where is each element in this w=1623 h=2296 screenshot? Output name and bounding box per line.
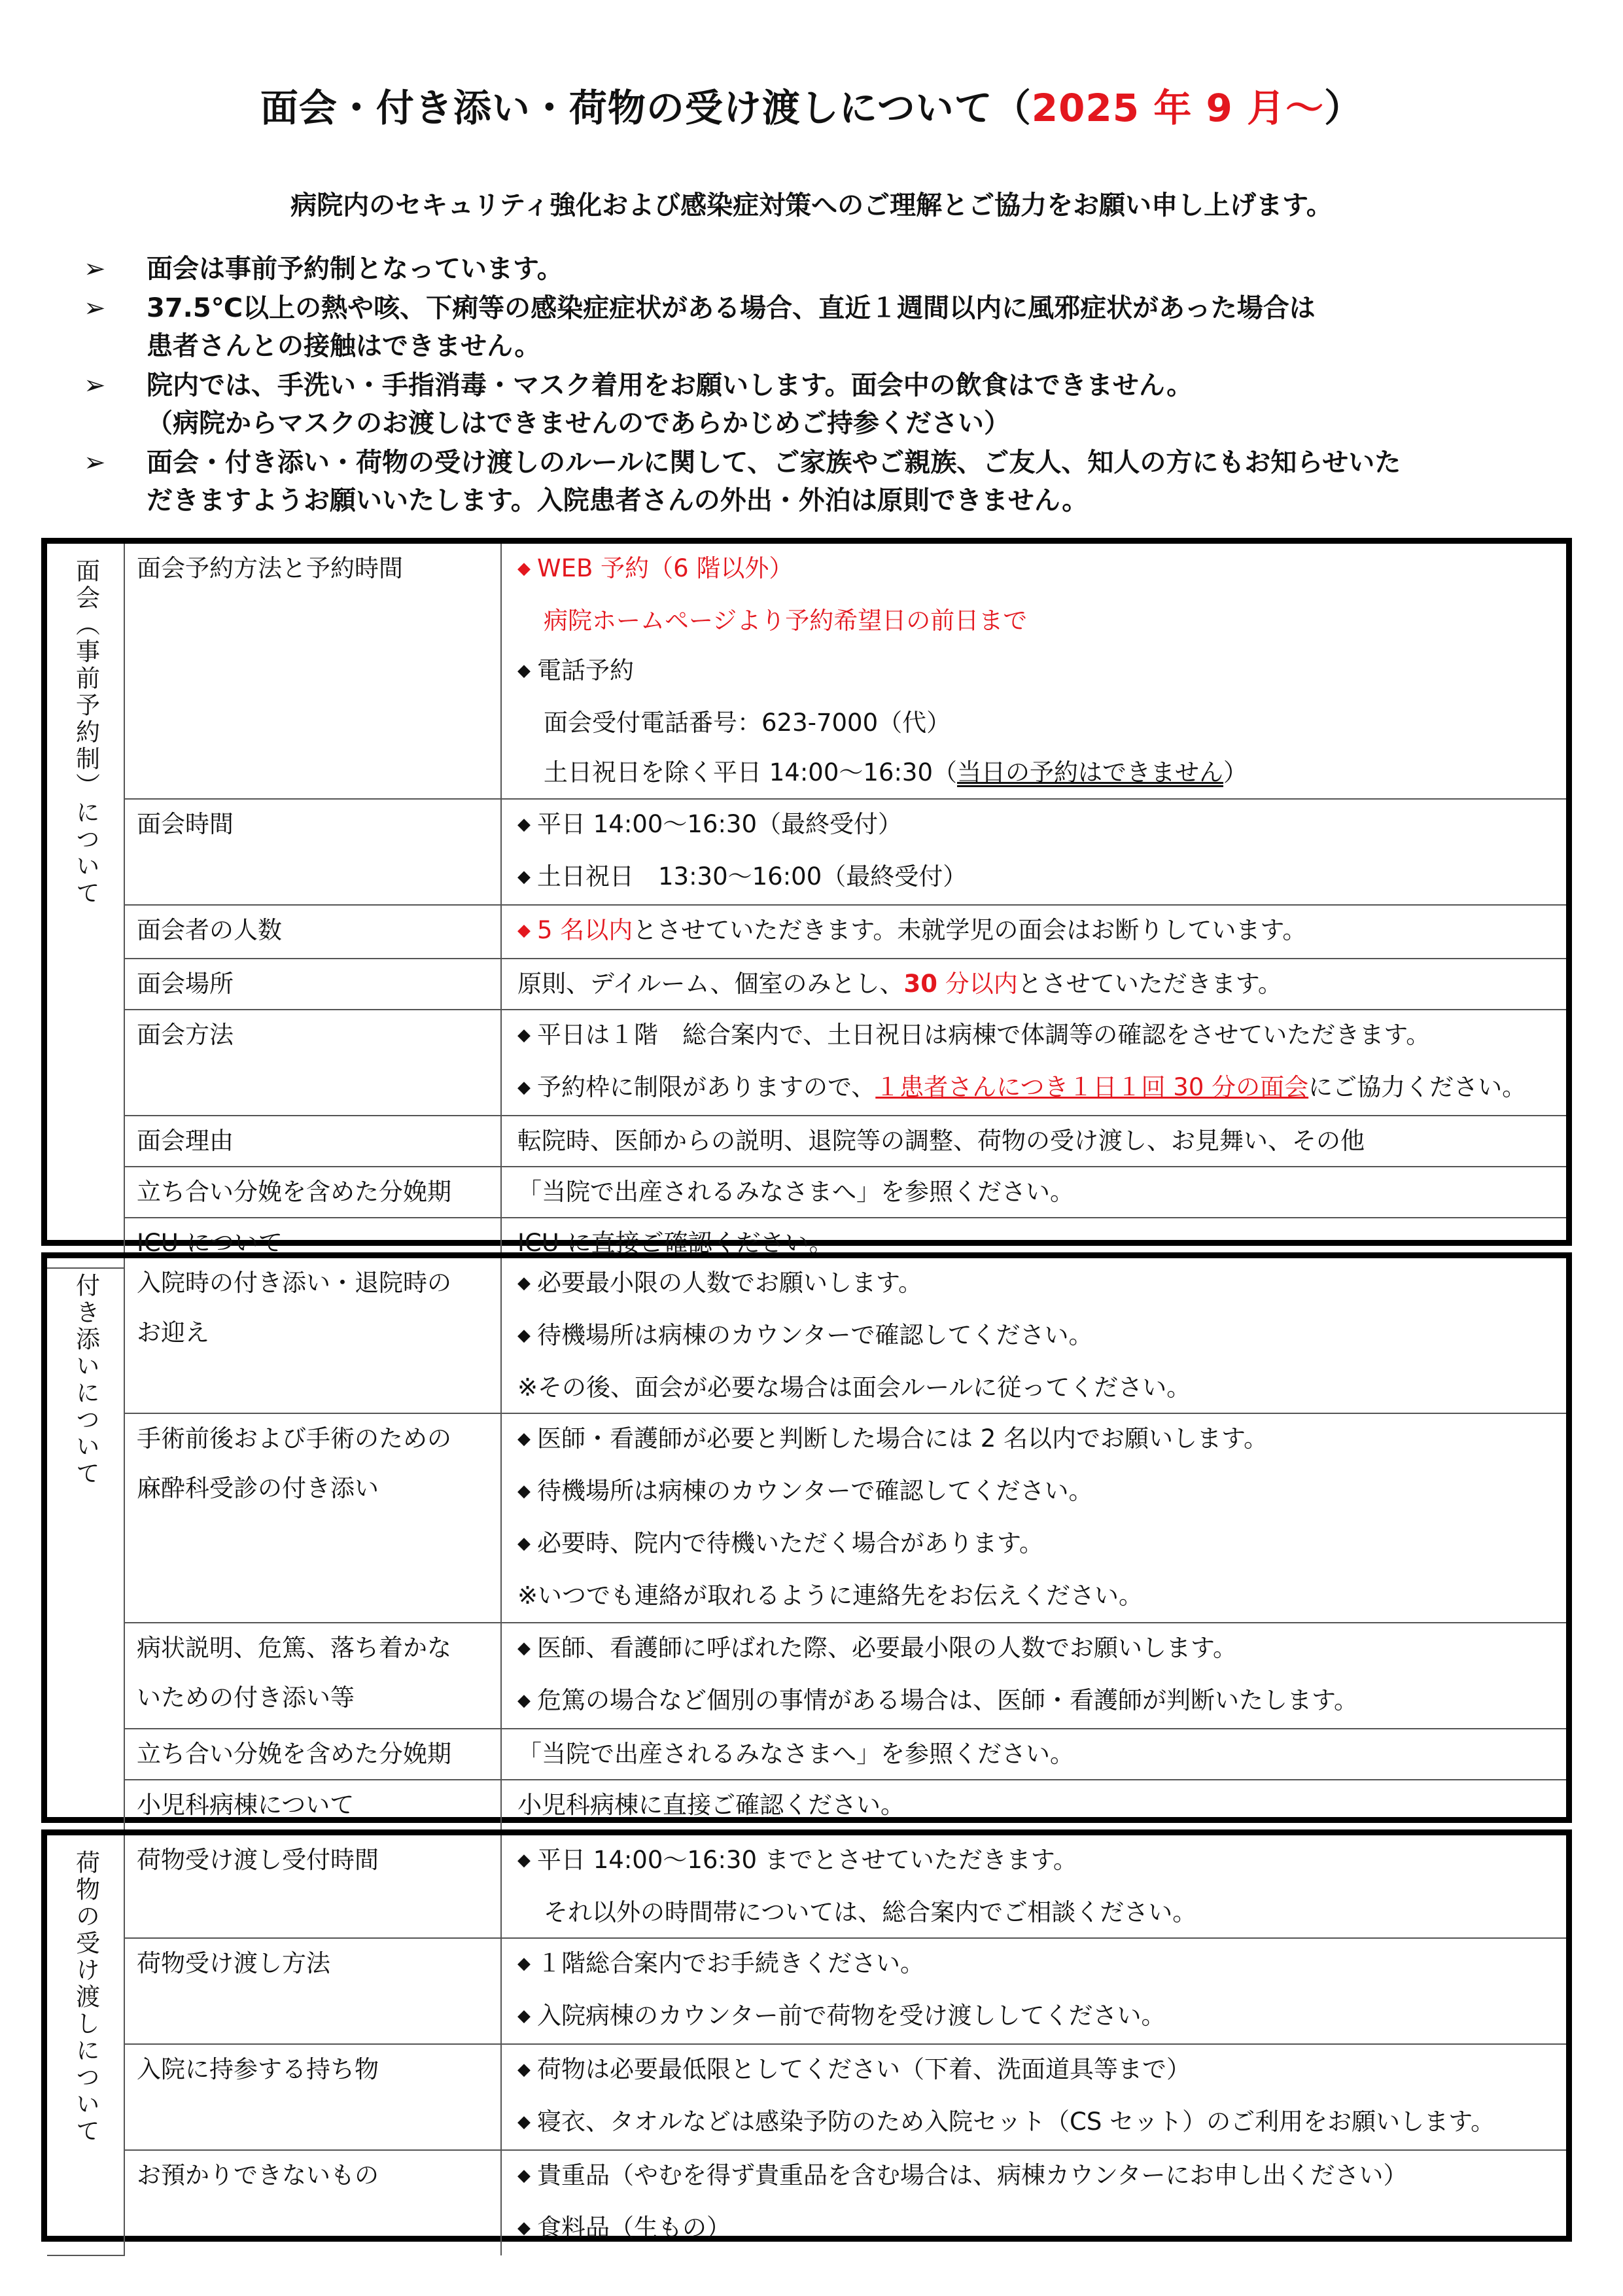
row-value: ◆ WEB 予約（6 階以外） 病院ホームページより予約希望日の前日まで ◆ 電話予約 面会受付電話番号：623-7000（代） 土日祝日を除く平日 14:00～16:30（当日の予約はできません） [501, 544, 1566, 799]
row-label: 面会場所 [124, 959, 501, 1010]
row-label: 立ち合い分娩を含めた分娩期 [124, 1729, 501, 1780]
notice-item: ➢ 37.5℃以上の熱や咳、下痢等の感染症症状がある場合、直近１週間以内に風邪症状があった場合は 患者さんとの接触はできません。 [84, 289, 1549, 365]
row-label: 面会予約方法と予約時間 [124, 544, 501, 799]
row-label: 小児科病棟について [124, 1780, 501, 1830]
row-value: 小児科病棟に直接ご確認ください。 [501, 1780, 1566, 1830]
diamond-bullet-icon: ◆ [517, 2218, 531, 2238]
row-label: ICU について [124, 1218, 501, 1268]
notice-list [84, 250, 1549, 521]
diamond-bullet-icon: ◆ [517, 1429, 531, 1449]
row-value: 原則、デイルーム、個室のみとし、30 分以内とさせていただきます。 [501, 959, 1566, 1010]
diamond-bullet-icon: ◆ [517, 661, 531, 680]
row-label: 荷物受け渡し受付時間 [124, 1835, 501, 1938]
visit-section-heading: 面会（事前予約制）について [47, 544, 124, 1268]
title-period: 2025 年 9 月～ [1031, 86, 1325, 130]
row-label: 入院時の付き添い・退院時の お迎え [124, 1258, 501, 1413]
row-value: ◆ 平日 14:00～16:30 までとさせていただきます。 それ以外の時間帯については、総合案内でご相談ください。 [501, 1835, 1566, 1938]
diamond-bullet-icon: ◆ [517, 2006, 531, 2026]
row-label: 面会者の人数 [124, 905, 501, 959]
row-label: 荷物受け渡し方法 [124, 1938, 501, 2044]
arrow-bullet-icon: ➢ [84, 370, 106, 400]
diamond-bullet-icon: ◆ [517, 1954, 531, 1973]
notice-item: ➢ 院内では、手洗い・手指消毒・マスク着用をお願いします。面会中の飲食はできません。 （病院からマスクのお渡しはできませんのであらかじめご持参ください） [84, 366, 1549, 442]
row-label: 手術前後および手術のための 麻酔科受診の付き添い [124, 1413, 501, 1623]
diamond-bullet-icon: ◆ [517, 1078, 531, 1097]
row-label: 面会理由 [124, 1116, 501, 1167]
row-value: ◆ 平日 14:00～16:30（最終受付） ◆ 土日祝日 13:30～16:00（最終受付） [501, 799, 1566, 905]
row-label: 面会方法 [124, 1010, 501, 1116]
row-value: ICU に直接ご確認ください。 [501, 1218, 1566, 1268]
diamond-bullet-icon: ◆ [517, 2060, 531, 2079]
diamond-bullet-icon: ◆ [517, 815, 531, 834]
notice-item: ➢ 面会は事前予約制となっています。 [84, 250, 1549, 288]
diamond-bullet-icon: ◆ [517, 1025, 531, 1045]
arrow-bullet-icon: ➢ [84, 293, 106, 323]
diamond-bullet-icon: ◆ [517, 1691, 531, 1710]
row-value: ◆ 貴重品（やむを得ず貴重品を含む場合は、病棟カウンターにお申し出ください） ◆ 食料品（生もの） [501, 2150, 1566, 2255]
row-label: 面会時間 [124, 799, 501, 905]
row-value: ◆ 医師、看護師に呼ばれた際、必要最小限の人数でお願いします。 ◆ 危篤の場合など個別の事情がある場合は、医師・看護師が判断いたします。 [501, 1623, 1566, 1729]
diamond-bullet-icon: ◆ [517, 559, 531, 578]
row-value: ◆ 平日は１階 総合案内で、土日祝日は病棟で体調等の確認をさせていただきます。 ◆ 予約枠に制限がありますので、１患者さんにつき１日１回 30 分の面会にご協力ください。 [501, 1010, 1566, 1116]
row-label: 病状説明、危篤、落ち着かな いための付き添い等 [124, 1623, 501, 1729]
diamond-bullet-icon: ◆ [517, 867, 531, 887]
arrow-bullet-icon: ➢ [84, 254, 106, 284]
row-label: 入院に持参する持ち物 [124, 2044, 501, 2150]
row-value: ◆ 荷物は必要最低限としてください（下着、洗面道具等まで） ◆ 寝衣、タオルなどは感染予防のため入院セット（CS セット）のご利用をお願いします。 [501, 2044, 1566, 2150]
row-value: 「当院で出産されるみなさまへ」を参照ください。 [501, 1729, 1566, 1780]
notice-item: ➢ 面会・付き添い・荷物の受け渡しのルールに関して、ご家族やご親族、ご友人、知人の方にもお知らせいた だきますようお願いいたします。入院患者さんの外出・外泊は原則できません。 [84, 444, 1549, 520]
row-label: お預かりできないもの [124, 2150, 501, 2255]
row-value: ◆ 必要最小限の人数でお願いします。 ◆ 待機場所は病棟のカウンターで確認してください。 ※その後、面会が必要な場合は面会ルールに従ってください。 [501, 1258, 1566, 1413]
visit-section [41, 538, 1572, 1257]
arrow-bullet-icon: ➢ [84, 448, 106, 478]
row-value: ◆ 5 名以内とさせていただきます。未就学児の面会はお断りしています。 [501, 905, 1566, 959]
diamond-bullet-icon: ◆ [517, 921, 531, 940]
diamond-bullet-icon: ◆ [517, 1481, 531, 1501]
row-value: 「当院で出産されるみなさまへ」を参照ください。 [501, 1167, 1566, 1218]
row-value: 転院時、医師からの説明、退院等の調整、荷物の受け渡し、お見舞い、その他 [501, 1116, 1566, 1167]
row-value: ◆ 医師・看護師が必要と判断した場合には 2 名以内でお願いします。 ◆ 待機場所は病棟のカウンターで確認してください。 ◆ 必要時、院内で待機いただく場合があります。 ※いつでも連絡が取れるように連絡先をお伝えください。 [501, 1413, 1566, 1623]
diamond-bullet-icon: ◆ [517, 1638, 531, 1658]
row-value: ◆ １階総合案内でお手続きください。 ◆ 入院病棟のカウンター前で荷物を受け渡ししてください。 [501, 1938, 1566, 2044]
diamond-bullet-icon: ◆ [517, 1273, 531, 1293]
diamond-bullet-icon: ◆ [517, 1326, 531, 1345]
diamond-bullet-icon: ◆ [517, 1850, 531, 1870]
row-label: 立ち合い分娩を含めた分娩期 [124, 1167, 501, 1218]
diamond-bullet-icon: ◆ [517, 2112, 531, 2132]
attend-section-heading: 付き添いについて [47, 1258, 124, 1830]
luggage-section [41, 1829, 1572, 2242]
luggage-section-heading: 荷物の受け渡しについて [47, 1835, 124, 2255]
page-title: 面会・付き添い・荷物の受け渡しについて（2025 年 9 月～） [260, 86, 1363, 130]
intro-text: 病院内のセキュリティ強化および感染症対策へのご理解とご協力をお願い申し上げます。 [290, 190, 1333, 221]
attend-section [41, 1252, 1572, 1823]
diamond-bullet-icon: ◆ [517, 2166, 531, 2185]
diamond-bullet-icon: ◆ [517, 1534, 531, 1553]
